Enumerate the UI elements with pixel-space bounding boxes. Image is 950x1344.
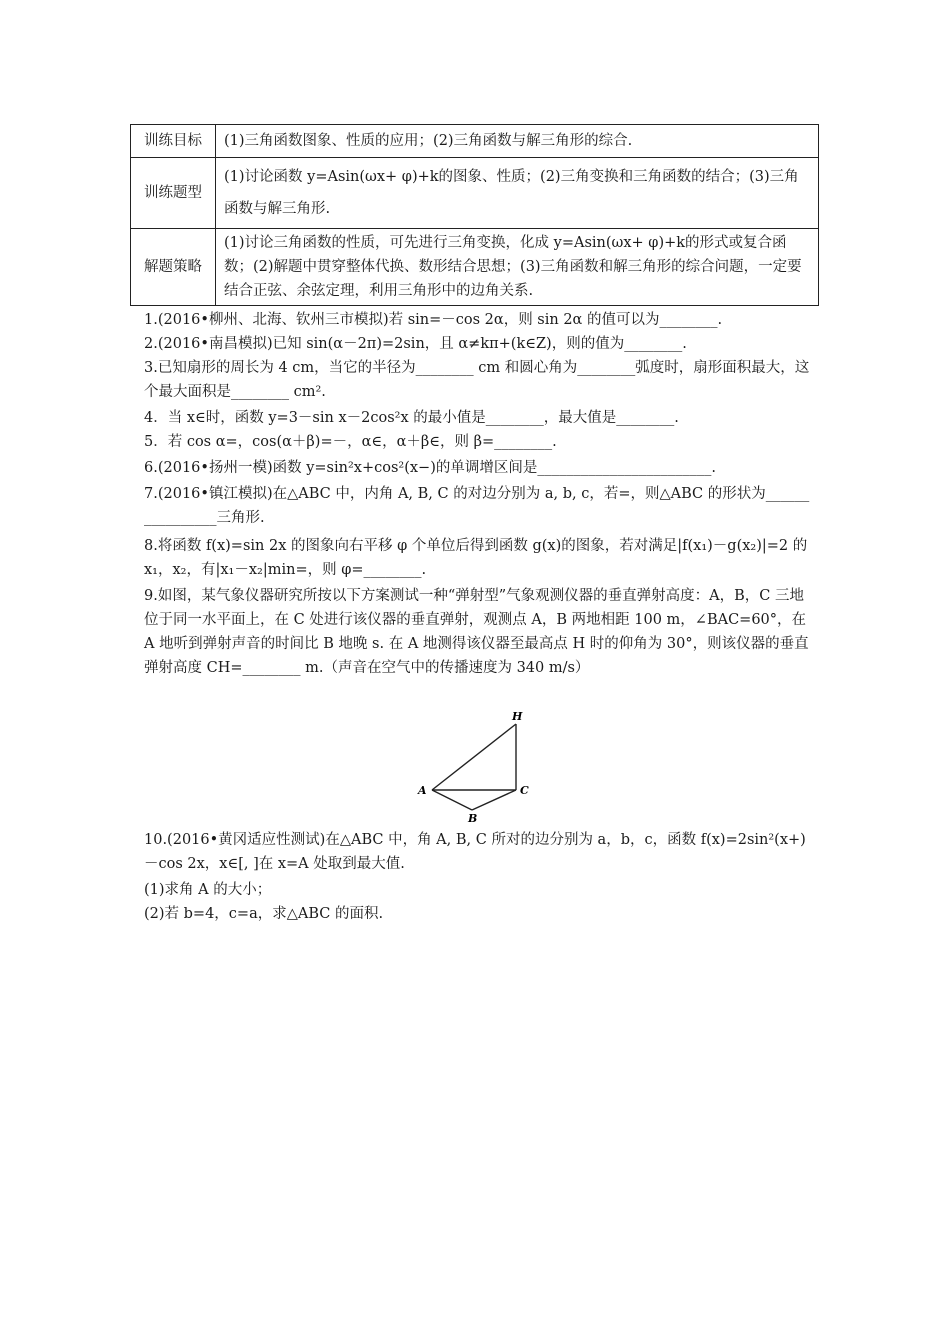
question-5: 5．若 cos α=，cos(α＋β)=－，α∈，α＋β∈，则 β=________. [144, 434, 557, 450]
table-row [131, 158, 819, 229]
row-label: 训练题型 [131, 158, 216, 229]
question-9: 9.如图，某气象仪器研究所按以下方案测试一种“弹射型”气象观测仪器的垂直弹射高度：A，B，C 三地位于同一水平面上，在 C 处进行该仪器的垂直弹射，观测点 A，B 两地相距 100 m，∠BAC=60°，在 A 地听到弹射声音的时间比 B 地晚 s. 在 A 地测得该仪器至最高点 H 时的仰角为 30°，则该仪器的垂直弹射高度 CH=________ m.（声音在空气中的传播速度为 340 m/s） [144, 588, 809, 676]
label-A: A [418, 784, 427, 797]
question-10-part-1: (1)求角 A 的大小； [144, 882, 272, 898]
question-7: 7.(2016•镇江模拟)在△ABC 中，内角 A, B, C 的对边分别为 a, b, c，若=，则△ABC 的形状为________________三角形. [144, 486, 810, 526]
training-info-table [130, 124, 819, 306]
question-6: 6.(2016•扬州一模)函数 y=sin²x+cos²(x−)的单调增区间是________________________. [144, 460, 716, 476]
label-H: H [512, 710, 523, 723]
table-row [131, 229, 819, 306]
row-content: (1)三角函数图象、性质的应用；(2)三角函数与解三角形的综合. [216, 125, 819, 158]
row-content: (1)讨论三角函数的性质，可先进行三角变换，化成 y=Asin(ωx+ φ)+k的形式或复合函数；(2)解题中贯穿整体代换、数形结合思想；(3)三角函数和解三角形的综合问题，一定要结合正弦、余弦定理，利用三角形中的边角关系. [216, 229, 819, 306]
row-label: 训练目标 [131, 125, 216, 158]
row-label: 解题策略 [131, 229, 216, 306]
line-AB [432, 790, 472, 810]
row-content: (1)讨论函数 y=Asin(ωx+ φ)+k的图象、性质；(2)三角变换和三角函数的结合；(3)三角函数与解三角形. [216, 158, 819, 229]
question-10-part-2: (2)若 b=4，c=a，求△ABC 的面积. [144, 906, 384, 922]
question-1: 1.(2016•柳州、北海、钦州三市模拟)若 sin=－cos 2α，则 sin 2α 的值可以为________. [144, 312, 723, 328]
table-row [131, 125, 819, 158]
line-AH [432, 724, 516, 790]
question-2: 2.(2016•南昌模拟)已知 sin(α－2π)=2sin，且 α≠kπ+(k∈Z)，则的值为________. [144, 336, 687, 352]
question-4: 4．当 x∈时，函数 y=3－sin x－2cos²x 的最小值是________，最大值是________. [144, 410, 679, 426]
triangle-figure [410, 706, 540, 826]
question-10: 10.(2016•黄冈适应性测试)在△ABC 中，角 A, B, C 所对的边分别为 a，b，c，函数 f(x)=2sin²(x+)－cos 2x，x∈[, ]在 x=A 处取到最大值. [144, 832, 806, 872]
question-3: 3.已知扇形的周长为 4 cm，当它的半径为________ cm 和圆心角为________弧度时，扇形面积最大，这个最大面积是________ cm². [144, 360, 810, 400]
label-C: C [520, 784, 529, 797]
label-B: B [468, 812, 478, 825]
question-8: 8.将函数 f(x)=sin 2x 的图象向右平移 φ 个单位后得到函数 g(x)的图象，若对满足|f(x₁)－g(x₂)|=2 的 x₁，x₂，有|x₁－x₂|min=，则 φ=________. [144, 538, 808, 578]
line-BC [472, 790, 516, 810]
